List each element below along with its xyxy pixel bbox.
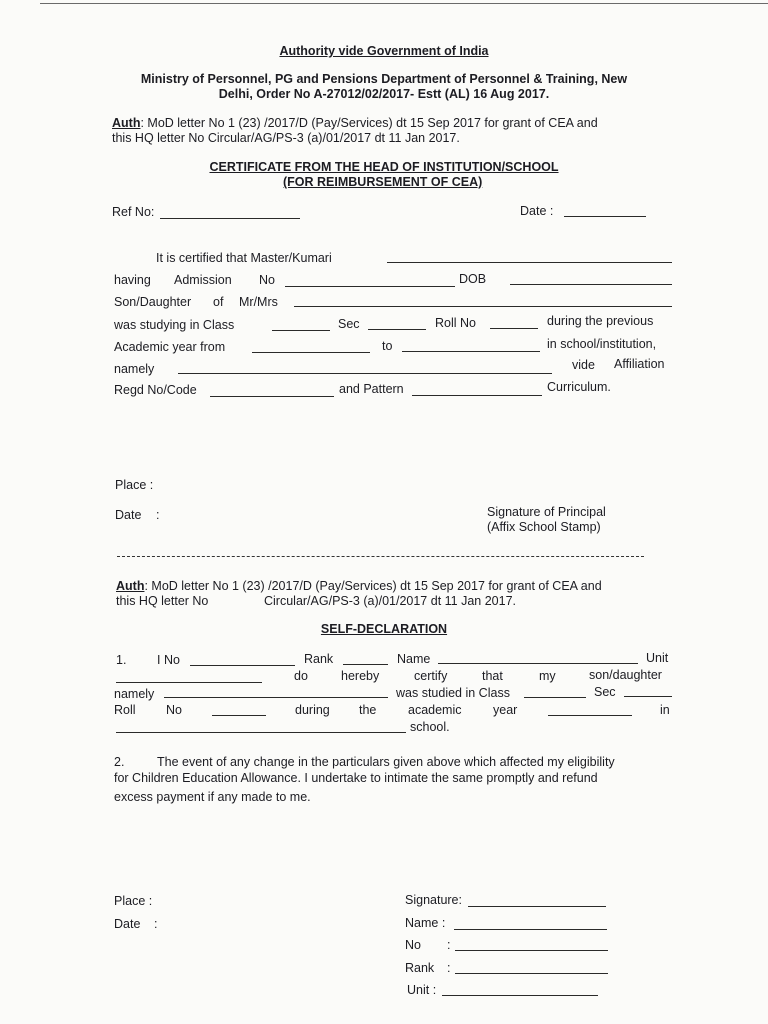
namely-text: namely — [114, 362, 155, 376]
having-text: having — [114, 273, 151, 287]
roll-no-field-2[interactable] — [212, 715, 266, 716]
do-text: do — [294, 669, 308, 683]
self-declaration-title: SELF-DECLARATION — [320, 622, 448, 636]
year-text: year — [493, 703, 518, 717]
name-label: Name : — [405, 916, 446, 930]
date-label: Date : — [520, 204, 554, 218]
unit-field[interactable] — [116, 682, 262, 683]
sec-field-2[interactable] — [624, 696, 672, 697]
no-text-2: No — [166, 703, 182, 717]
date-field[interactable] — [564, 216, 646, 217]
roll-text: Roll — [114, 703, 136, 717]
para-2-line-3: excess payment if any made to me. — [114, 790, 311, 804]
year-to-field[interactable] — [402, 351, 540, 352]
hereby-text: hereby — [341, 669, 380, 683]
name-field-2[interactable] — [454, 929, 607, 930]
place-label: Place : — [115, 478, 154, 492]
rank-colon: : — [447, 961, 451, 975]
in-school-text: in school/institution, — [547, 337, 657, 351]
school-stamp-label: (Affix School Stamp) — [487, 520, 601, 534]
academic-year-field[interactable] — [548, 715, 632, 716]
regd-no-field[interactable] — [210, 396, 334, 397]
auth-reference-line-2: this HQ letter No Circular/AG/PS-3 (a)/01/2017 dt 11 Jan 2017. — [112, 131, 460, 145]
school-name-field[interactable] — [116, 732, 406, 733]
para-2-line-1: The event of any change in the particulars given above which affected my eligibility — [157, 755, 615, 769]
no-label: No — [405, 938, 421, 952]
ministry-line-2: Delhi, Order No A-27012/02/2017- Estt (AL) 16 Aug 2017. — [218, 87, 550, 101]
no-field[interactable] — [455, 950, 608, 951]
auth-reference-2-line-2a: this HQ letter No — [116, 594, 209, 608]
rank-text: Rank — [304, 652, 334, 666]
name-text: Name — [397, 652, 431, 666]
vide-text: vide — [572, 358, 595, 372]
academic-text: academic — [408, 703, 462, 717]
the-text: the — [359, 703, 377, 717]
certificate-subtitle: (FOR REIMBURSEMENT OF CEA) — [283, 175, 483, 189]
no-text: No — [259, 273, 275, 287]
certified-text: It is certified that Master/Kumari — [156, 251, 332, 265]
section-divider — [117, 556, 644, 557]
in-text: in — [660, 703, 670, 717]
name-field[interactable] — [438, 663, 638, 664]
i-no-text: I No — [157, 653, 180, 667]
son-daughter-text-2: son/daughter — [589, 668, 662, 682]
school-text: school. — [410, 720, 450, 734]
regd-no-text: Regd No/Code — [114, 383, 197, 397]
sec-field[interactable] — [368, 329, 426, 330]
unit-label: Unit : — [407, 983, 437, 997]
institution-name-field[interactable] — [178, 373, 552, 374]
mr-mrs-text: Mr/Mrs — [239, 295, 278, 309]
auth-reference-line-1: Auth: MoD letter No 1 (23) /2017/D (Pay/Services) dt 15 Sep 2017 for grant of CEA and — [112, 116, 598, 130]
child-name-field[interactable] — [164, 697, 388, 698]
year-from-field[interactable] — [252, 352, 370, 353]
class-field[interactable] — [272, 330, 330, 331]
during-text: during — [295, 703, 330, 717]
student-name-field[interactable] — [387, 262, 672, 263]
dob-label: DOB — [459, 272, 487, 286]
date-colon: : — [156, 508, 160, 522]
roll-no-field[interactable] — [490, 328, 538, 329]
sec-text: Sec — [338, 317, 360, 331]
sec-text-2: Sec — [594, 685, 616, 699]
date-colon-3: : — [154, 917, 158, 931]
admission-no-field[interactable] — [285, 286, 455, 287]
auth-reference-2-line-1: Auth: MoD letter No 1 (23) /2017/D (Pay/Services) dt 15 Sep 2017 for grant of CEA and — [116, 579, 602, 593]
parent-name-field[interactable] — [294, 306, 672, 307]
rank-field-2[interactable] — [455, 973, 608, 974]
ref-no-label: Ref No: — [112, 205, 155, 219]
date-label-3: Date — [114, 917, 141, 931]
unit-text: Unit — [646, 651, 669, 665]
dob-field[interactable] — [510, 284, 672, 285]
certify-text: certify — [414, 669, 448, 683]
principal-signature-label: Signature of Principal — [487, 505, 606, 519]
rank-field[interactable] — [343, 664, 388, 665]
of-text: of — [213, 295, 224, 309]
that-text: that — [482, 669, 503, 683]
academic-year-from-text: Academic year from — [114, 340, 226, 354]
place-label-2: Place : — [114, 894, 153, 908]
ref-no-field[interactable] — [160, 218, 300, 219]
and-pattern-text: and Pattern — [339, 382, 404, 396]
i-no-field[interactable] — [190, 665, 295, 666]
namely-text-2: namely — [114, 687, 155, 701]
to-text: to — [382, 339, 393, 353]
authority-heading: Authority vide Government of India — [279, 44, 489, 58]
top-border-line — [40, 3, 768, 4]
affiliation-text: Affiliation — [614, 357, 665, 371]
ministry-line-1: Ministry of Personnel, PG and Pensions Department of Personnel & Training, New — [140, 72, 628, 86]
was-studied-text: was studied in Class — [396, 686, 510, 700]
date-label-2: Date — [115, 508, 142, 522]
para-2-number: 2. — [114, 755, 125, 769]
unit-field-2[interactable] — [442, 995, 598, 996]
curriculum-text: Curriculum. — [547, 380, 611, 394]
signature-label: Signature: — [405, 893, 462, 907]
class-field-2[interactable] — [524, 697, 586, 698]
signature-field[interactable] — [468, 906, 606, 907]
para-2-line-2: for Children Education Allowance. I undertake to intimate the same promptly and refund — [114, 771, 598, 785]
was-studying-text: was studying in Class — [114, 318, 235, 332]
auth-reference-2-line-2b: Circular/AG/PS-3 (a)/01/2017 dt 11 Jan 2017. — [264, 594, 516, 608]
no-colon: : — [447, 938, 451, 952]
para-1-number: 1. — [116, 653, 127, 667]
admission-text: Admission — [174, 273, 232, 287]
pattern-field[interactable] — [412, 395, 542, 396]
my-text: my — [539, 669, 556, 683]
rank-label: Rank — [405, 961, 435, 975]
during-previous-text: during the previous — [547, 314, 654, 328]
son-daughter-text: Son/Daughter — [114, 295, 192, 309]
certificate-title: CERTIFICATE FROM THE HEAD OF INSTITUTION/SCHOOL — [209, 160, 559, 174]
roll-no-text: Roll No — [435, 316, 476, 330]
